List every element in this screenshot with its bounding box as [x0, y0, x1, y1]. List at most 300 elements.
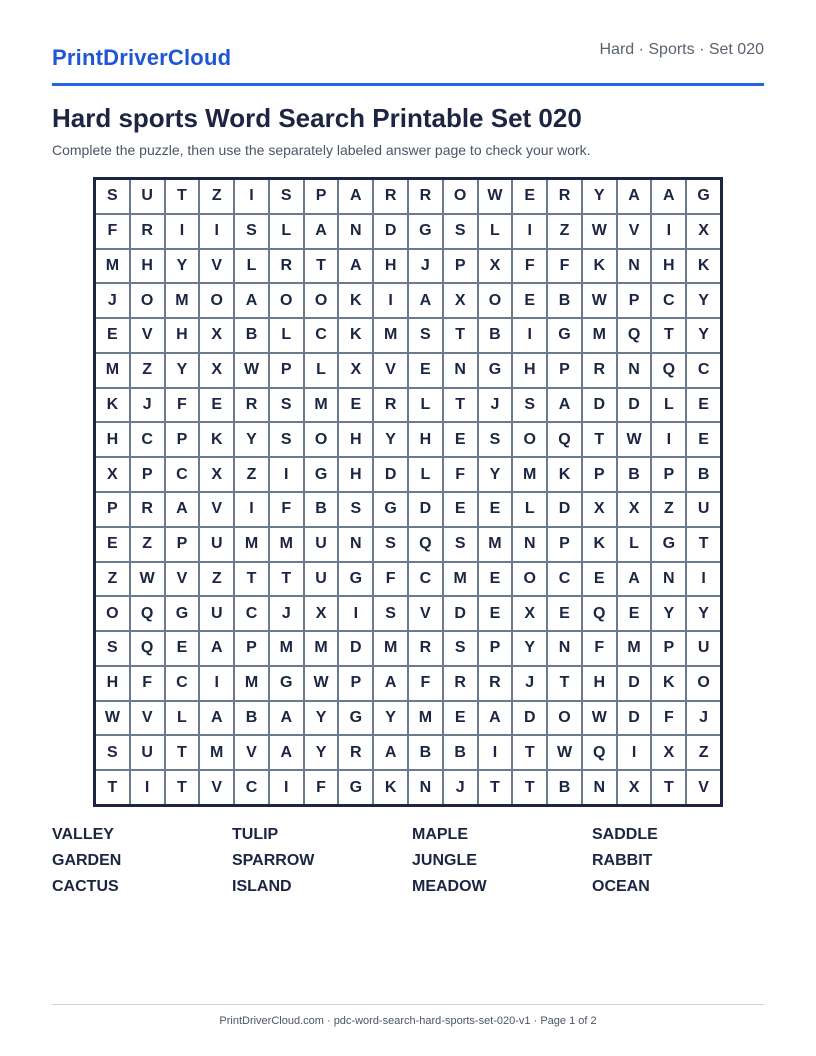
grid-cell: M — [479, 528, 512, 561]
grid-cell: P — [652, 632, 685, 665]
grid-cell: E — [444, 493, 477, 526]
grid-cell: V — [131, 319, 164, 352]
grid-cell: J — [479, 389, 512, 422]
word-list-item: TULIP — [232, 826, 279, 843]
grid-cell: Z — [687, 736, 720, 769]
grid-cell: Y — [583, 180, 616, 213]
grid-cell: W — [548, 736, 581, 769]
grid-cell: S — [444, 528, 477, 561]
grid-cell: D — [513, 702, 546, 735]
grid-cell: W — [479, 180, 512, 213]
grid-cell: A — [166, 493, 199, 526]
grid-cell: I — [270, 771, 303, 804]
grid-cell: W — [235, 354, 268, 387]
grid-cell: C — [166, 667, 199, 700]
grid-cell: A — [548, 389, 581, 422]
grid-cell: J — [131, 389, 164, 422]
grid-cell: V — [200, 493, 233, 526]
grid-cell: S — [374, 528, 407, 561]
grid-cell: X — [687, 215, 720, 248]
grid-cell: T — [513, 736, 546, 769]
grid-cell: C — [409, 563, 442, 596]
grid-cell: G — [270, 667, 303, 700]
grid-cell: I — [235, 180, 268, 213]
grid-cell: M — [618, 632, 651, 665]
grid-cell: H — [339, 423, 372, 456]
brand-logo: PrintDriverCloud — [52, 45, 232, 70]
grid-cell: C — [305, 319, 338, 352]
grid-cell: Y — [374, 702, 407, 735]
grid-cell: B — [479, 319, 512, 352]
grid-cell: M — [409, 702, 442, 735]
grid-cell: P — [583, 458, 616, 491]
grid-cell: P — [166, 528, 199, 561]
grid-cell: H — [96, 667, 129, 700]
grid-cell: J — [270, 597, 303, 630]
grid-cell: X — [652, 736, 685, 769]
grid-cell: M — [96, 250, 129, 283]
grid-cell: A — [409, 284, 442, 317]
grid-cell: H — [339, 458, 372, 491]
grid-cell: D — [618, 667, 651, 700]
grid-cell: I — [235, 493, 268, 526]
grid-cell: F — [583, 632, 616, 665]
grid-cell: S — [96, 180, 129, 213]
grid-cell: T — [96, 771, 129, 804]
grid-cell: T — [166, 736, 199, 769]
grid-cell: S — [374, 597, 407, 630]
grid-cell: S — [270, 180, 303, 213]
grid-cell: R — [444, 667, 477, 700]
grid-cell: Y — [687, 597, 720, 630]
grid-cell: C — [235, 771, 268, 804]
grid-cell: E — [687, 423, 720, 456]
grid-cell: G — [374, 493, 407, 526]
page-title: Hard sports Word Search Printable Set 020 — [52, 103, 582, 133]
grid-cell: L — [270, 215, 303, 248]
grid-cell: N — [548, 632, 581, 665]
grid-cell: P — [96, 493, 129, 526]
word-list-item: SPARROW — [232, 852, 315, 869]
word-list-item: GARDEN — [52, 852, 122, 869]
grid-cell: Y — [652, 597, 685, 630]
grid-cell: U — [131, 736, 164, 769]
grid-cell: T — [652, 771, 685, 804]
grid-cell: C — [166, 458, 199, 491]
grid-cell: L — [513, 493, 546, 526]
grid-cell: R — [548, 180, 581, 213]
grid-cell: X — [618, 493, 651, 526]
grid-cell: O — [548, 702, 581, 735]
grid-cell: D — [618, 389, 651, 422]
puzzle-meta: Hard · Sports · Set 020 — [599, 41, 764, 58]
grid-cell: J — [444, 771, 477, 804]
grid-cell: D — [548, 493, 581, 526]
grid-cell: G — [548, 319, 581, 352]
grid-cell: A — [200, 632, 233, 665]
grid-cell: X — [479, 250, 512, 283]
grid-cell: Z — [200, 563, 233, 596]
grid-cell: M — [270, 528, 303, 561]
grid-cell: O — [479, 284, 512, 317]
grid-cell: V — [409, 597, 442, 630]
grid-cell: S — [96, 632, 129, 665]
grid-cell: G — [339, 771, 372, 804]
grid-cell: S — [444, 632, 477, 665]
grid-cell: H — [513, 354, 546, 387]
grid-cell: M — [270, 632, 303, 665]
grid-cell: P — [305, 180, 338, 213]
grid-cell: T — [166, 771, 199, 804]
grid-cell: R — [374, 180, 407, 213]
grid-cell: F — [166, 389, 199, 422]
grid-cell: Y — [166, 250, 199, 283]
grid-cell: H — [131, 250, 164, 283]
grid-cell: A — [200, 702, 233, 735]
grid-cell: M — [305, 632, 338, 665]
grid-cell: B — [548, 284, 581, 317]
grid-cell: V — [200, 250, 233, 283]
grid-cell: K — [96, 389, 129, 422]
grid-cell: E — [513, 284, 546, 317]
grid-cell: Y — [479, 458, 512, 491]
grid-cell: A — [305, 215, 338, 248]
grid-cell: Z — [235, 458, 268, 491]
grid-cell: O — [687, 667, 720, 700]
grid-cell: D — [374, 215, 407, 248]
grid-cell: Q — [583, 736, 616, 769]
footer-divider — [52, 1004, 764, 1005]
grid-cell: T — [687, 528, 720, 561]
grid-cell: M — [166, 284, 199, 317]
grid-cell: N — [444, 354, 477, 387]
grid-cell: B — [235, 319, 268, 352]
page-footer: PrintDriverCloud.com · pdc-word-search-hard-sports-set-020-v1 · Page 1 of 2 — [219, 1015, 597, 1027]
grid-cell: U — [131, 180, 164, 213]
grid-cell: S — [339, 493, 372, 526]
grid-cell: L — [235, 250, 268, 283]
grid-cell: H — [96, 423, 129, 456]
grid-cell: R — [409, 180, 442, 213]
word-list-item: JUNGLE — [412, 852, 477, 869]
grid-cell: I — [618, 736, 651, 769]
grid-cell: I — [374, 284, 407, 317]
grid-cell: B — [444, 736, 477, 769]
grid-cell: T — [583, 423, 616, 456]
grid-cell: E — [618, 597, 651, 630]
grid-cell: E — [548, 597, 581, 630]
grid-cell: J — [409, 250, 442, 283]
grid-cell: O — [305, 423, 338, 456]
grid-cell: K — [374, 771, 407, 804]
grid-cell: H — [652, 250, 685, 283]
grid-cell: U — [200, 528, 233, 561]
grid-cell: V — [618, 215, 651, 248]
word-list-item: SADDLE — [592, 826, 658, 843]
grid-cell: I — [270, 458, 303, 491]
grid-cell: K — [200, 423, 233, 456]
grid-cell: D — [409, 493, 442, 526]
grid-cell: M — [444, 563, 477, 596]
grid-cell: V — [166, 563, 199, 596]
grid-cell: M — [305, 389, 338, 422]
grid-cell: T — [513, 771, 546, 804]
grid-cell: B — [235, 702, 268, 735]
grid-cell: Y — [687, 319, 720, 352]
grid-cell: G — [479, 354, 512, 387]
grid-cell: X — [444, 284, 477, 317]
grid-cell: C — [652, 284, 685, 317]
grid-cell: P — [166, 423, 199, 456]
grid-cell: Y — [166, 354, 199, 387]
grid-cell: S — [270, 389, 303, 422]
grid-cell: K — [687, 250, 720, 283]
grid-cell: E — [166, 632, 199, 665]
grid-cell: N — [652, 563, 685, 596]
grid-cell: P — [618, 284, 651, 317]
word-list-item: VALLEY — [52, 826, 114, 843]
grid-cell: C — [131, 423, 164, 456]
grid-cell: N — [339, 528, 372, 561]
grid-cell: V — [235, 736, 268, 769]
word-list — [52, 826, 764, 896]
grid-cell: U — [687, 493, 720, 526]
grid-cell: A — [270, 702, 303, 735]
grid-cell: M — [374, 632, 407, 665]
word-list-item: MAPLE — [412, 826, 468, 843]
grid-cell: W — [96, 702, 129, 735]
grid-cell: W — [583, 702, 616, 735]
grid-cell: B — [687, 458, 720, 491]
grid-cell: A — [270, 736, 303, 769]
grid-cell: X — [200, 319, 233, 352]
grid-cell: E — [409, 354, 442, 387]
grid-cell: M — [374, 319, 407, 352]
grid-cell: I — [513, 215, 546, 248]
grid-cell: K — [548, 458, 581, 491]
grid-cell: Y — [235, 423, 268, 456]
grid-cell: Z — [131, 528, 164, 561]
grid-cell: R — [583, 354, 616, 387]
grid-cell: R — [131, 215, 164, 248]
grid-cell: G — [166, 597, 199, 630]
grid-cell: H — [583, 667, 616, 700]
grid-cell: R — [270, 250, 303, 283]
grid-cell: E — [479, 597, 512, 630]
grid-cell: E — [96, 319, 129, 352]
grid-cell: P — [444, 250, 477, 283]
grid-cell: P — [652, 458, 685, 491]
grid-cell: Y — [305, 736, 338, 769]
word-search-grid — [93, 177, 723, 807]
grid-cell: D — [583, 389, 616, 422]
grid-cell: A — [618, 563, 651, 596]
grid-cell: V — [687, 771, 720, 804]
grid-cell: Y — [374, 423, 407, 456]
grid-cell: T — [305, 250, 338, 283]
grid-cell: P — [235, 632, 268, 665]
grid-cell: S — [235, 215, 268, 248]
grid-cell: S — [270, 423, 303, 456]
grid-cell: G — [339, 563, 372, 596]
grid-cell: G — [652, 528, 685, 561]
grid-cell: M — [513, 458, 546, 491]
grid-cell: Y — [305, 702, 338, 735]
grid-cell: R — [339, 736, 372, 769]
grid-cell: B — [409, 736, 442, 769]
grid-cell: S — [479, 423, 512, 456]
grid-cell: I — [479, 736, 512, 769]
grid-cell: Q — [583, 597, 616, 630]
grid-cell: Q — [409, 528, 442, 561]
grid-cell: B — [618, 458, 651, 491]
grid-cell: J — [687, 702, 720, 735]
grid-cell: O — [444, 180, 477, 213]
grid-cell: D — [444, 597, 477, 630]
grid-cell: C — [548, 563, 581, 596]
grid-cell: I — [652, 423, 685, 456]
grid-cell: G — [339, 702, 372, 735]
grid-cell: A — [235, 284, 268, 317]
grid-cell: I — [131, 771, 164, 804]
grid-cell: T — [479, 771, 512, 804]
grid-cell: E — [339, 389, 372, 422]
grid-cell: E — [479, 563, 512, 596]
grid-cell: W — [131, 563, 164, 596]
grid-cell: X — [200, 458, 233, 491]
grid-cell: Q — [131, 632, 164, 665]
grid-cell: G — [687, 180, 720, 213]
grid-cell: L — [618, 528, 651, 561]
grid-cell: K — [339, 284, 372, 317]
word-list-item: RABBIT — [592, 852, 653, 869]
grid-cell: F — [374, 563, 407, 596]
grid-cell: R — [479, 667, 512, 700]
grid-cell: N — [409, 771, 442, 804]
grid-cell: X — [96, 458, 129, 491]
grid-cell: M — [235, 667, 268, 700]
grid-cell: X — [339, 354, 372, 387]
grid-cell: M — [96, 354, 129, 387]
grid-cell: Z — [96, 563, 129, 596]
grid-cell: E — [583, 563, 616, 596]
grid-cell: O — [513, 563, 546, 596]
grid-cell: T — [166, 180, 199, 213]
grid-cell: N — [583, 771, 616, 804]
grid-cell: B — [305, 493, 338, 526]
grid-cell: T — [270, 563, 303, 596]
grid-cell: A — [479, 702, 512, 735]
grid-cell: Y — [687, 284, 720, 317]
grid-cell: W — [618, 423, 651, 456]
grid-cell: I — [513, 319, 546, 352]
grid-cell: U — [305, 528, 338, 561]
grid-cell: R — [409, 632, 442, 665]
grid-cell: E — [200, 389, 233, 422]
grid-cell: O — [96, 597, 129, 630]
grid-cell: L — [652, 389, 685, 422]
grid-cell: I — [200, 215, 233, 248]
grid-cell: O — [270, 284, 303, 317]
grid-cell: W — [305, 667, 338, 700]
grid-cell: U — [200, 597, 233, 630]
grid-cell: H — [374, 250, 407, 283]
grid-cell: A — [339, 180, 372, 213]
grid-cell: L — [270, 319, 303, 352]
grid-cell: T — [548, 667, 581, 700]
grid-cell: F — [131, 667, 164, 700]
grid-cell: K — [583, 528, 616, 561]
word-list-item: OCEAN — [592, 878, 650, 895]
grid-cell: S — [444, 215, 477, 248]
grid-cell: K — [339, 319, 372, 352]
grid-cell: P — [131, 458, 164, 491]
grid-cell: F — [305, 771, 338, 804]
grid-cell: Q — [131, 597, 164, 630]
grid-cell: Z — [652, 493, 685, 526]
grid-cell: L — [166, 702, 199, 735]
grid-cell: Z — [131, 354, 164, 387]
grid-cell: U — [305, 563, 338, 596]
grid-cell: A — [339, 250, 372, 283]
header-divider — [52, 83, 764, 86]
grid-cell: E — [444, 423, 477, 456]
grid-cell: A — [374, 667, 407, 700]
grid-cell: O — [131, 284, 164, 317]
grid-cell: X — [583, 493, 616, 526]
grid-cell: N — [339, 215, 372, 248]
grid-cell: H — [166, 319, 199, 352]
grid-cell: N — [618, 354, 651, 387]
grid-cell: F — [548, 250, 581, 283]
grid-cell: N — [513, 528, 546, 561]
grid-cell: D — [374, 458, 407, 491]
grid-cell: C — [687, 354, 720, 387]
grid-cell: E — [444, 702, 477, 735]
grid-cell: M — [583, 319, 616, 352]
grid-cell: D — [339, 632, 372, 665]
grid-cell: F — [96, 215, 129, 248]
grid-cell: Y — [513, 632, 546, 665]
word-list-item: CACTUS — [52, 878, 119, 895]
grid-cell: P — [479, 632, 512, 665]
grid-cell: Q — [618, 319, 651, 352]
grid-cell: A — [374, 736, 407, 769]
grid-cell: G — [409, 215, 442, 248]
grid-cell: I — [339, 597, 372, 630]
grid-cell: F — [409, 667, 442, 700]
grid-cell: X — [200, 354, 233, 387]
grid-cell: G — [305, 458, 338, 491]
grid-cell: C — [235, 597, 268, 630]
grid-cell: O — [513, 423, 546, 456]
grid-cell: A — [652, 180, 685, 213]
grid-cell: Q — [548, 423, 581, 456]
grid-cell: J — [96, 284, 129, 317]
grid-cell: R — [235, 389, 268, 422]
grid-cell: L — [479, 215, 512, 248]
grid-cell: P — [270, 354, 303, 387]
grid-cell: R — [131, 493, 164, 526]
grid-cell: Z — [548, 215, 581, 248]
grid-cell: X — [513, 597, 546, 630]
grid-cell: E — [479, 493, 512, 526]
grid-cell: Q — [652, 354, 685, 387]
grid-cell: A — [618, 180, 651, 213]
grid-cell: M — [200, 736, 233, 769]
grid-cell: I — [166, 215, 199, 248]
grid-cell: V — [374, 354, 407, 387]
